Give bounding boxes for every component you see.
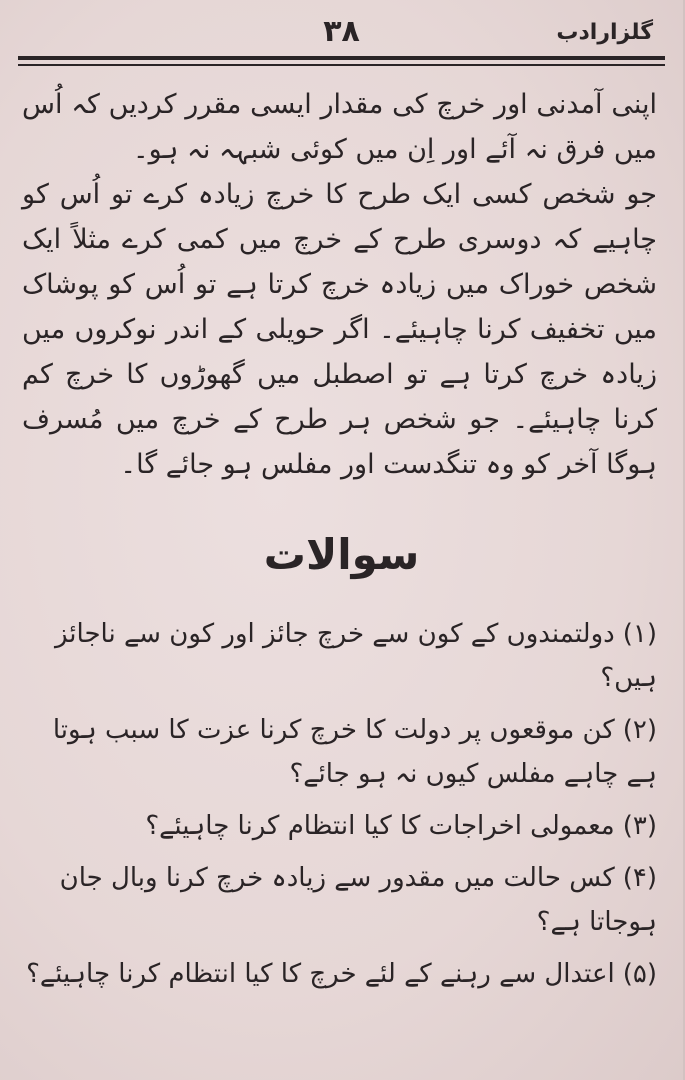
question-number: (۴): [622, 863, 657, 893]
question-text: کس حالت میں مقدور سے زیادہ خرچ کرنا وبال جان ہوجاتا ہے؟: [59, 863, 657, 937]
question-number: (۳): [622, 811, 657, 841]
section-heading: سوالات: [263, 530, 420, 579]
question-text: کن موقعوں پر دولت کا خرچ کرنا عزت کا سبب ہوتا ہے چاہے مفلس کیوں نہ ہو جائے؟: [52, 715, 657, 789]
running-title: گلزارادب: [556, 20, 653, 45]
question-number: (۵): [622, 959, 657, 989]
question-text: دولتمندوں کے کون سے خرچ جائز اور کون سے ناجائز ہیں؟: [54, 619, 657, 693]
question-item: [22, 708, 657, 796]
question-number: (۲): [622, 715, 657, 745]
question-item: [22, 952, 657, 996]
paragraph: اپنی آمدنی اور خرچ کی مقدار ایسی مقرر کردیں کہ اُس میں فرق نہ آئے اور اِن میں کوئی شبہہ نہ ہو۔: [22, 89, 657, 165]
question-item: [22, 804, 657, 848]
question-text: اعتدال سے رہنے کے لئے خرچ کا کیا انتظام کرنا چاہیئے؟: [26, 959, 615, 989]
question-text: معمولی اخراجات کا کیا انتظام کرنا چاہیئے؟: [145, 811, 615, 841]
page-header: [18, 14, 665, 52]
question-number: (۱): [622, 619, 657, 649]
body-text: [22, 82, 657, 487]
questions-list: [22, 612, 657, 1004]
paragraph: جو شخص کسی ایک طرح کا خرچ زیادہ کرے تو اُس کو چاہیے کہ دوسری طرح کے خرچ میں کمی کرے مثلاً ایک شخص خوراک میں زیادہ خرچ کرتا ہے تو اُس کو پوشاک میں تخفیف کرنا چاہیئے۔ اگر حویلی کے اندر نوکروں میں زیادہ خرچ کرتا ہے تو اصطبل میں گھوڑوں کا خرچ کم کرنا چاہیئے۔ جو شخص ہر طرح کے خرچ میں مُسرف ہوگا آخر کو وہ تنگدست اور مفلس ہو جائے گا۔: [22, 179, 657, 480]
page-number: ۳۸: [323, 14, 360, 49]
header-rule-thin: [18, 64, 665, 66]
header-rule-thick: [18, 56, 665, 60]
question-item: [22, 612, 657, 700]
question-item: [22, 856, 657, 944]
